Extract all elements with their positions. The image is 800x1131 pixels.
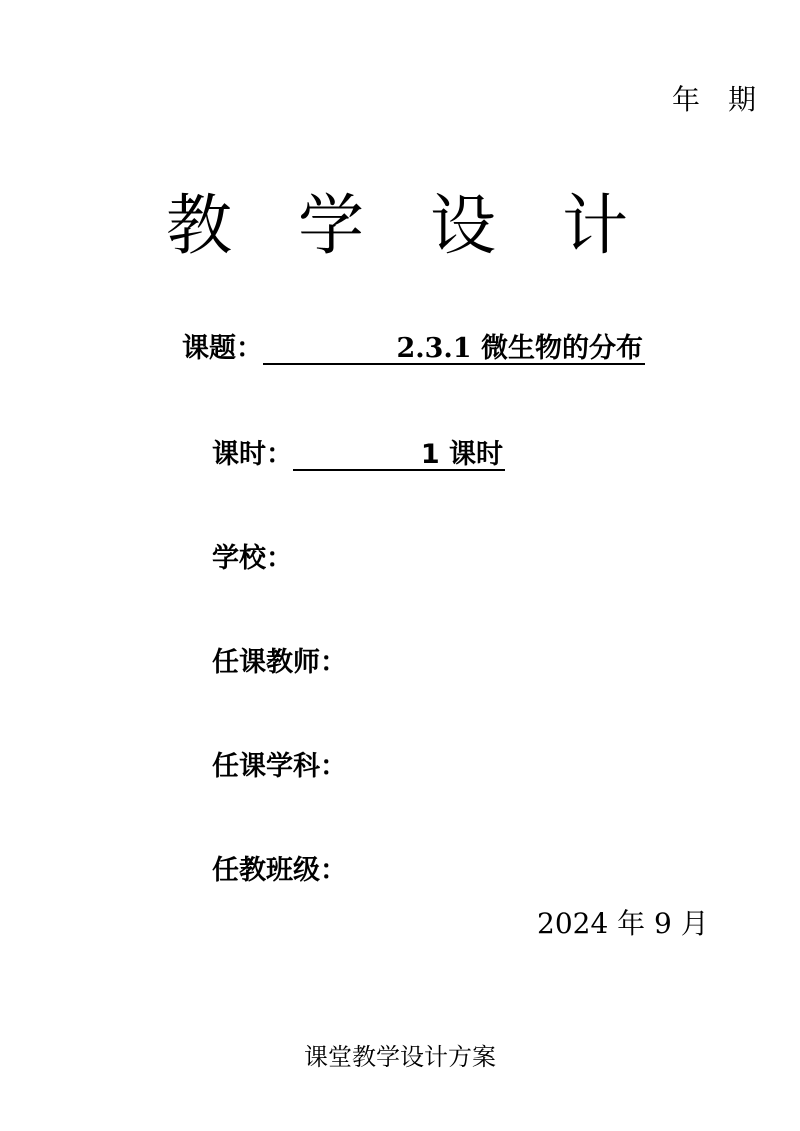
footer-text: 课堂教学设计方案 <box>304 1043 496 1071</box>
date: 2024 年 9 月 <box>537 907 709 940</box>
subject-row <box>212 744 347 783</box>
hours-row <box>212 432 505 471</box>
teacher-row <box>212 640 347 679</box>
hours-label: 课时： <box>212 439 293 470</box>
school-row <box>212 536 293 575</box>
topic-row <box>182 326 645 365</box>
teacher-label: 任课教师： <box>212 647 347 678</box>
hours-value: 1 课时 <box>293 441 505 471</box>
school-label: 学校： <box>212 543 293 574</box>
topic-value: 2.3.1 微生物的分布 <box>263 335 645 365</box>
topic-label: 课题： <box>182 333 263 364</box>
subject-label: 任课学科： <box>212 751 347 782</box>
grade-row <box>212 848 347 887</box>
page-title: 教学设计 <box>166 187 694 264</box>
issue-label: 年 期 <box>671 83 756 116</box>
grade-label: 任教班级： <box>212 855 347 886</box>
